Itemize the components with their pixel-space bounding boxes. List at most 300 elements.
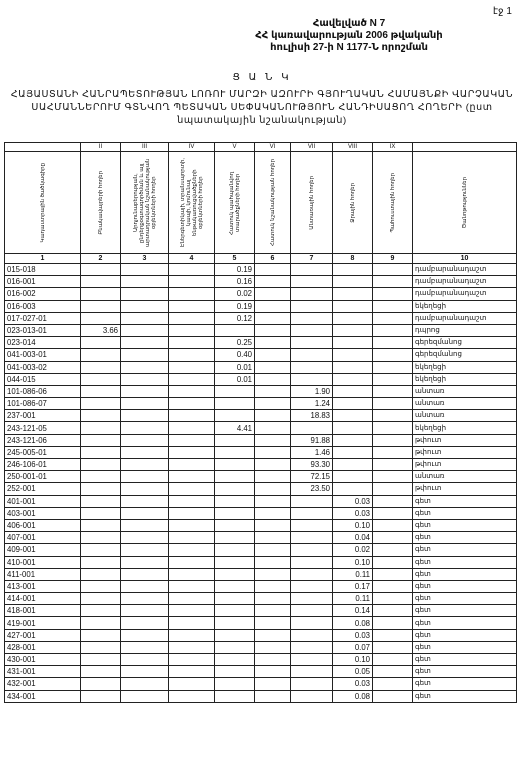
area-value-cell [215,459,255,471]
area-value-cell [215,324,255,336]
table-row [5,410,517,422]
cadastral-code-cell: 016-001 [5,276,81,288]
area-value-cell [121,459,169,471]
area-value-cell [291,288,333,300]
area-value-cell: 0.19 [215,264,255,276]
area-value-cell [121,556,169,568]
area-value-cell [121,654,169,666]
area-value-cell [255,483,291,495]
area-value-cell [81,654,121,666]
table-body [5,264,517,703]
area-value-cell [255,422,291,434]
column-description-cell [121,152,169,254]
area-value-cell [169,532,215,544]
table-row [5,507,517,519]
area-value-cell [215,434,255,446]
area-value-cell [81,410,121,422]
table-row [5,483,517,495]
area-value-cell [169,568,215,580]
cadastral-code-cell: 015-018 [5,264,81,276]
annex-header [224,18,474,54]
cadastral-code-cell: 431-001 [5,666,81,678]
area-value-cell: 0.01 [215,373,255,385]
column-description-cell [169,152,215,254]
area-value-cell [215,398,255,410]
area-value-cell [215,605,255,617]
cadastral-code-cell: 403-001 [5,507,81,519]
table-row [5,690,517,702]
area-value-cell [373,519,413,531]
table-row [5,654,517,666]
area-value-cell: 93.30 [291,459,333,471]
area-value-cell [255,276,291,288]
land-use-note-cell: եկեղեցի [413,373,517,385]
area-value-cell [81,422,121,434]
area-value-cell [121,483,169,495]
area-value-cell [121,361,169,373]
table-row [5,629,517,641]
area-value-cell [121,617,169,629]
area-value-cell [81,385,121,397]
area-value-cell [169,605,215,617]
area-value-cell [291,349,333,361]
area-value-cell [255,434,291,446]
area-value-cell [169,641,215,653]
roman-header-cell: VII [291,143,333,152]
area-value-cell [291,544,333,556]
area-value-cell [373,593,413,605]
area-value-cell [255,312,291,324]
area-value-cell [255,605,291,617]
table-row [5,324,517,336]
roman-header-cell [5,143,81,152]
area-value-cell [81,337,121,349]
area-value-cell [291,324,333,336]
area-value-cell: 0.03 [333,678,373,690]
column-description-text: Ջրային հողեր [349,182,356,223]
area-value-cell [215,690,255,702]
area-value-cell [121,544,169,556]
area-value-cell [373,666,413,678]
area-value-cell [169,593,215,605]
document-subtitle [10,88,514,127]
annex-line: հուլիսի 27-ի N 1177-Ն որոշման [270,42,428,53]
area-value-cell: 0.05 [333,666,373,678]
area-value-cell [255,629,291,641]
area-value-cell [215,495,255,507]
area-value-cell [215,593,255,605]
cadastral-code-cell: 016-002 [5,288,81,300]
land-use-note-cell: անտառ [413,398,517,410]
area-value-cell [81,629,121,641]
area-value-cell [215,654,255,666]
table-row [5,471,517,483]
area-value-cell [373,580,413,592]
area-value-cell [81,605,121,617]
area-value-cell [373,471,413,483]
area-value-cell [373,276,413,288]
area-value-cell [291,422,333,434]
column-number-cell: 9 [373,254,413,264]
area-value-cell [81,568,121,580]
area-value-cell [121,300,169,312]
table-row [5,349,517,361]
area-value-cell [255,324,291,336]
area-value-cell [255,678,291,690]
area-value-cell: 0.14 [333,605,373,617]
area-value-cell [255,519,291,531]
area-value-cell: 0.03 [333,629,373,641]
roman-header-cell: III [121,143,169,152]
area-value-cell [373,690,413,702]
area-value-cell [255,446,291,458]
land-use-note-cell: գետ [413,580,517,592]
column-description-cell [255,152,291,254]
area-value-cell [81,580,121,592]
area-value-cell [333,483,373,495]
land-use-note-cell: եկեղեցի [413,361,517,373]
cadastral-code-cell: 409-001 [5,544,81,556]
column-number-cell: 10 [413,254,517,264]
column-number-cell: 3 [121,254,169,264]
area-value-cell [255,398,291,410]
area-value-cell [215,483,255,495]
column-number-cell: 4 [169,254,215,264]
area-value-cell [291,617,333,629]
area-value-cell [121,532,169,544]
column-description-text: Արդյունաբերության, ընդերքօգտագործման և այլ արտադրական նշանակության օբյեկտների հողեր [132,158,157,247]
area-value-cell [373,324,413,336]
area-value-cell [373,446,413,458]
area-value-cell [81,312,121,324]
roman-header-cell [413,143,517,152]
area-value-cell [121,422,169,434]
cadastral-code-cell: 017-027-01 [5,312,81,324]
area-value-cell [291,264,333,276]
table-row [5,617,517,629]
table-row [5,641,517,653]
area-value-cell [81,556,121,568]
area-value-cell [81,398,121,410]
area-value-cell: 1.46 [291,446,333,458]
area-value-cell [215,641,255,653]
area-value-cell: 0.07 [333,641,373,653]
area-value-cell [373,300,413,312]
area-value-cell [215,580,255,592]
area-value-cell [255,641,291,653]
area-value-cell [169,288,215,300]
cadastral-code-cell: 041-003-02 [5,361,81,373]
column-description-cell [373,152,413,254]
table-row [5,605,517,617]
area-value-cell [291,678,333,690]
area-value-cell [333,312,373,324]
land-register-table [4,142,517,703]
area-value-cell: 0.08 [333,690,373,702]
document-title: Ց Ա Ն Կ [232,72,292,83]
land-use-note-cell: գետ [413,654,517,666]
area-value-cell [81,532,121,544]
cadastral-code-cell: 427-001 [5,629,81,641]
land-use-note-cell: անտառ [413,471,517,483]
description-header-row [5,152,517,254]
area-value-cell [169,556,215,568]
area-value-cell [169,519,215,531]
area-value-cell [291,666,333,678]
annex-line: ՀՀ կառավարության 2006 թվականի [255,30,443,41]
area-value-cell [81,471,121,483]
land-use-note-cell: գետ [413,568,517,580]
area-value-cell [81,495,121,507]
cadastral-code-cell: 406-001 [5,519,81,531]
table-row [5,459,517,471]
area-value-cell [81,483,121,495]
area-value-cell [333,349,373,361]
area-value-cell [81,300,121,312]
area-value-cell [255,580,291,592]
area-value-cell: 0.08 [333,617,373,629]
land-use-note-cell: գետ [413,532,517,544]
area-value-cell [121,312,169,324]
area-value-cell [255,410,291,422]
area-value-cell [333,459,373,471]
area-value-cell [121,385,169,397]
area-value-cell [291,312,333,324]
area-value-cell [333,264,373,276]
area-value-cell [373,459,413,471]
land-use-note-cell: գետ [413,617,517,629]
area-value-cell [291,519,333,531]
area-value-cell [373,641,413,653]
area-value-cell: 18.83 [291,410,333,422]
land-use-note-cell: գետ [413,605,517,617]
land-use-note-cell: գետ [413,641,517,653]
cadastral-code-cell: 250-001-01 [5,471,81,483]
land-use-note-cell: եկեղեցի [413,422,517,434]
area-value-cell [169,654,215,666]
land-use-note-cell: եկեղեցի [413,300,517,312]
cadastral-code-cell: 243-121-06 [5,434,81,446]
area-value-cell [81,361,121,373]
area-value-cell [215,519,255,531]
cadastral-code-cell: 245-005-01 [5,446,81,458]
area-value-cell: 72.15 [291,471,333,483]
area-value-cell [333,471,373,483]
area-value-cell [215,385,255,397]
area-value-cell [291,690,333,702]
area-value-cell [333,446,373,458]
area-value-cell [255,507,291,519]
area-value-cell [255,471,291,483]
cadastral-code-cell: 016-003 [5,300,81,312]
area-value-cell [169,398,215,410]
roman-header-cell: II [81,143,121,152]
cadastral-code-cell: 410-001 [5,556,81,568]
land-use-note-cell: գերեզմանոց [413,337,517,349]
land-use-note-cell: գետ [413,666,517,678]
area-value-cell [255,568,291,580]
table-row [5,373,517,385]
area-value-cell [169,385,215,397]
area-value-cell: 3.66 [81,324,121,336]
area-value-cell [121,398,169,410]
cadastral-code-cell: 411-001 [5,568,81,580]
area-value-cell [81,519,121,531]
cadastral-code-cell: 023-013-01 [5,324,81,336]
cadastral-code-cell: 414-001 [5,593,81,605]
area-value-cell [373,385,413,397]
column-number-cell: 8 [333,254,373,264]
area-value-cell [255,349,291,361]
area-value-cell [121,349,169,361]
area-value-cell [291,507,333,519]
table-row [5,337,517,349]
area-value-cell [215,629,255,641]
area-value-cell [215,556,255,568]
area-value-cell [169,629,215,641]
area-value-cell [333,276,373,288]
area-value-cell [255,617,291,629]
area-value-cell [169,483,215,495]
area-value-cell: 0.11 [333,593,373,605]
land-use-note-cell: գետ [413,678,517,690]
area-value-cell [373,629,413,641]
land-use-note-cell: անտառ [413,385,517,397]
column-description-cell [81,152,121,254]
area-value-cell [333,410,373,422]
area-value-cell: 1.90 [291,385,333,397]
area-value-cell [169,666,215,678]
land-use-note-cell: թփուտ [413,459,517,471]
area-value-cell [333,361,373,373]
table-row [5,593,517,605]
area-value-cell [121,641,169,653]
cadastral-code-cell: 237-001 [5,410,81,422]
area-value-cell [81,641,121,653]
cadastral-code-cell: 101-086-06 [5,385,81,397]
area-value-cell [373,495,413,507]
area-value-cell [81,690,121,702]
area-value-cell [373,373,413,385]
land-use-note-cell: գետ [413,690,517,702]
area-value-cell [255,666,291,678]
area-value-cell [81,276,121,288]
area-value-cell [121,678,169,690]
area-value-cell [333,337,373,349]
area-value-cell: 4.41 [215,422,255,434]
area-value-cell [169,337,215,349]
area-value-cell [81,507,121,519]
area-value-cell [121,690,169,702]
area-value-cell: 0.11 [333,568,373,580]
area-value-cell [81,678,121,690]
area-value-cell [81,446,121,458]
area-value-cell [373,556,413,568]
area-value-cell [169,349,215,361]
area-value-cell [291,495,333,507]
table-row [5,422,517,434]
column-description-cell [215,152,255,254]
area-value-cell [291,629,333,641]
area-value-cell [291,580,333,592]
area-value-cell [373,605,413,617]
cadastral-code-cell: 432-001 [5,678,81,690]
area-value-cell [121,288,169,300]
area-value-cell [255,459,291,471]
land-use-note-cell: գետ [413,507,517,519]
area-value-cell: 1.24 [291,398,333,410]
area-value-cell [333,288,373,300]
column-description-text: Բնակավայրերի հողեր [97,170,104,235]
column-number-cell: 7 [291,254,333,264]
land-use-note-cell: թփուտ [413,434,517,446]
area-value-cell [169,276,215,288]
area-value-cell [373,349,413,361]
column-number-cell: 6 [255,254,291,264]
area-value-cell [81,288,121,300]
area-value-cell [169,690,215,702]
area-value-cell [291,641,333,653]
area-value-cell [373,288,413,300]
area-value-cell: 0.16 [215,276,255,288]
area-value-cell [291,361,333,373]
area-value-cell [121,410,169,422]
roman-header-cell: V [215,143,255,152]
table-row [5,312,517,324]
cadastral-code-cell: 434-001 [5,690,81,702]
area-value-cell [333,434,373,446]
area-value-cell [215,471,255,483]
page-number: էջ 1 [492,6,512,17]
column-description-cell [333,152,373,254]
area-value-cell [81,459,121,471]
roman-header-cell: VI [255,143,291,152]
area-value-cell [121,580,169,592]
area-value-cell [255,690,291,702]
area-value-cell [373,483,413,495]
area-value-cell [255,337,291,349]
table-row [5,556,517,568]
area-value-cell: 0.10 [333,556,373,568]
land-use-note-cell: գերեզմանոց [413,349,517,361]
area-value-cell [255,654,291,666]
land-use-note-cell: դամբարանադաշտ [413,288,517,300]
area-value-cell [121,495,169,507]
area-value-cell [373,678,413,690]
land-use-note-cell: դպրոց [413,324,517,336]
table-row [5,678,517,690]
area-value-cell [121,629,169,641]
area-value-cell [121,605,169,617]
column-description-text: Կադաստրային ծածկագիրը [39,162,46,243]
cadastral-code-cell: 419-001 [5,617,81,629]
area-value-cell [255,361,291,373]
area-value-cell [373,422,413,434]
table-row [5,264,517,276]
area-value-cell: 0.10 [333,654,373,666]
area-value-cell [169,446,215,458]
area-value-cell [291,532,333,544]
table-row [5,446,517,458]
land-use-note-cell: դամբարանադաշտ [413,264,517,276]
area-value-cell [333,422,373,434]
column-description-text: Պահուստային հողեր [389,172,396,233]
cadastral-code-cell: 101-086-07 [5,398,81,410]
area-value-cell [81,593,121,605]
area-value-cell: 0.01 [215,361,255,373]
area-value-cell [373,568,413,580]
table-row [5,361,517,373]
